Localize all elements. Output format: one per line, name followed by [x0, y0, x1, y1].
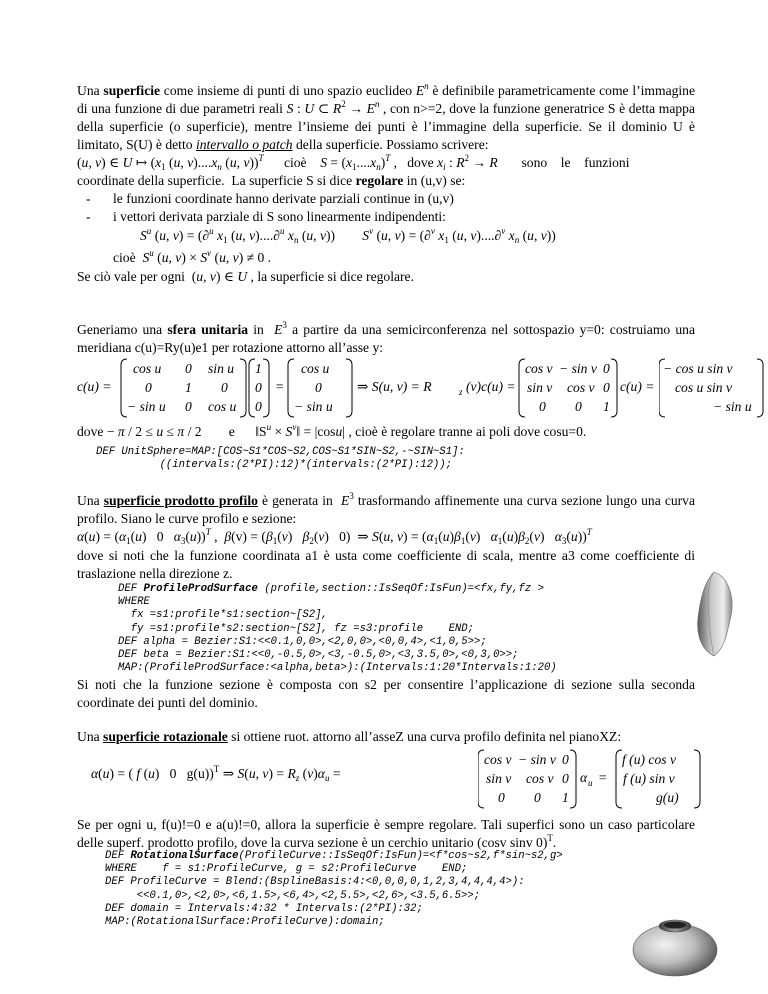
surface-intro-paragraph: Una superficie come insieme di punti di uno spazio euclideo $E^n$ è definibile parametricamente come l’immagine di una funzione di due parametri reali S : U ⊂ $R^2 \to E^n$ , con n>=2, dove la funzione generatrice S è detta mappa della superficie (o superficie), mentre l’insieme dei punti è l’immagine della superficie. Se il dominio U è limitato, S(U) è detto intervallo o patch della superficie. Possiamo scrivere: — [77, 81, 696, 152]
rotZ-0-1: − sin v — [559, 361, 597, 376]
rot-rotZ-2-0: 0 — [498, 790, 505, 805]
sphere-result-2: − sin u — [713, 399, 752, 414]
profile-paragraph: Una superficie prodotto profilo è generata in $E^3$ trasformando affinemente una curva sezione lungo una curva profilo. Siano le curve profilo e sezione: — [77, 491, 696, 526]
equals-sign-1: = — [275, 379, 285, 394]
rotational-paragraph: Una superficie rotazionale si ottiene ruot. attorno all’asseZ una curva profilo definita nel pianoXZ: — [77, 729, 622, 744]
rotZ-0-0: cos v — [525, 361, 553, 376]
surface-regular-intro: coordinate della superficie. La superficie S si dice regolare in (u,v) se: — [77, 173, 466, 188]
rot-rotZ-1-1: cos v — [526, 771, 554, 786]
sphere-implies: ⇒ S(u, v) = R — [357, 379, 432, 394]
rotZ-2-0: 0 — [539, 399, 546, 414]
cu-tail: c(u) = — [620, 379, 655, 394]
rz-subscript: z — [459, 387, 463, 397]
cu-1: 0 — [315, 380, 322, 395]
profile-code-block: DEF ProfileProdSurface (profile,section::IsSeqOf:IsFun)=<fx,fy,fz > WHERE fx =s1:profile*s1:section~[S2], fy =s1:profile*s2:section~[S2], fz =s3:profile END; DEF alpha = Bezier:S1:<<0.1,0,0>,<2,0,0>,<0,0,4>,<1,0,5>>; DEF beta = Bezier:S1:<<0,-0.5,0>,<3,-0.5,0>,<3,3.5,0>,<0,3,0>>; MAP:(ProfileProdSurface:<alpha,beta>):(Intervals:1:20*Intervals:1:20) — [118, 583, 557, 675]
alpha-u: α — [580, 770, 588, 785]
regular-condition-2: i vettori derivata parziale di S sono linearmente indipendenti: — [113, 209, 446, 224]
rot-rotZ-1-2: 0 — [562, 771, 569, 786]
cu-0: cos u — [301, 361, 330, 376]
rotY-0-1: 0 — [185, 361, 192, 376]
rotY-2-0: − sin u — [127, 399, 166, 414]
rot-result-0: f (u) cos v — [622, 752, 676, 767]
profile-formula: $\alpha(u) = (\alpha_1(u)$ 0 $\alpha_3(u))^T$ , $\beta(v) = (\beta_1(v)$ $\beta_2(v)$ 0) ⇒ S(u, $v) = (\alpha_1(u)\beta_1(v)$ $\alpha_1(u)\beta_2(v)$ $\alpha_3(u))^T$ — [77, 527, 592, 546]
rot-rotZ-0-0: cos v — [484, 752, 512, 767]
rotZ-1-2: 0 — [603, 380, 610, 395]
rot-rotZ-0-2: 0 — [562, 752, 569, 767]
rotational-rotZ-matrix — [478, 750, 576, 808]
rotY-1-1: 1 — [185, 380, 192, 395]
rotZ-1-0: sin v — [527, 380, 553, 395]
e1-1: 0 — [255, 380, 262, 395]
rotation-z-matrix — [519, 359, 617, 417]
profile-section-note: Si noti che la funzione sezione è composta con s2 per consentire l’applicazione di sezione sulla seconda coordinate dei punti del dominio. — [77, 677, 695, 710]
regular-surface-statement: Se ciò vale per ogni (u, v) ∈ U , la superficie si dice regolare. — [77, 269, 414, 284]
rotY-1-2: 0 — [221, 380, 228, 395]
profile-surface-illustration — [684, 568, 744, 660]
rot-rotZ-2-1: 0 — [534, 790, 541, 805]
partial-derivatives-formula: $S^u$ (u, v) = (∂$^u$ $x_1$ (u, v)....∂$^u$ $x_n$ (u, v)) $S^v$ (u, v) = (∂$^v$ $x_1$ (u, v)....∂$^v$ $x_n$ (u, v)) — [140, 226, 556, 245]
sphere-matrix-equation — [77, 355, 697, 419]
cross-product-condition: cioè $S^u$ (u, $v) \times S^v$ (u, v) ≠ 0 . — [113, 248, 272, 265]
sphere-result-vector — [659, 355, 765, 419]
bullet-mark-1: - — [86, 191, 91, 206]
rotational-code-block: DEF RotationalSurface(ProfileCurve::IsSeqOf:IsFun)=<f*cos~s2,f*sin~s2,g> WHERE f = s1:ProfileCurve, g = s2:ProfileCurve END; DEF ProfileCurve = Blend:(BsplineBasis:4:<0,0,0,0,1,2,3,4,4,4,4>): <<0.1,0>,<2,0>,<6,1.5>,<6,4>,<2,5.5>,<2,6>,<3.5,6.5>>; DEF domain = Intervals:4:32 * Intervals:(2*PI):32; MAP:(RotationalSurface:ProfileCurve):domain; — [105, 850, 563, 929]
rotational-note: Se per ogni u, f(u)!=0 e a(u)!=0, allora la superficie è sempre regolare. Tali superfici sono un caso particolare delle superf. prodotto profilo, dove la curva sezione è un cerchio unitario (cosv sinv 0)$^T$. — [77, 817, 695, 850]
rotZ-0-2: 0 — [603, 361, 610, 376]
rotZ-1-1: cos v — [567, 380, 595, 395]
rotZ-2-1: 0 — [575, 399, 582, 414]
rotY-0-0: cos u — [133, 361, 162, 376]
rot-result-1: f (u) sin v — [623, 771, 675, 786]
sphere-paragraph: Generiamo una sfera unitaria in $E^3$ a partire da una semicirconferenza nel sottospazio y=0: costruiamo una meridiana c(u)=Ry(u)e1 per rotazione attorno all’asse y: — [77, 320, 695, 355]
sphere-lhs: c(u) = — [77, 379, 112, 394]
rot-result-2: g(u) — [656, 790, 679, 805]
rotational-lhs: α(u) = ( f (u) 0 g(u))$^T$ ⇒ S(u, $v) = R_z$ $(v)\alpha_u$ = — [91, 764, 341, 783]
rotY-1-0: 0 — [145, 380, 152, 395]
alpha-u-subscript: u — [588, 778, 593, 788]
cu-2: − sin u — [294, 399, 333, 414]
profile-note: dove si noti che la funzione coordinata a1 è usta come coefficiente di scala, mentre a3 come coefficiente di traslazione nella direzione z. — [77, 548, 695, 581]
sphere-code-block: DEF UnitSphere=MAP:[COS~S1*COS~S2,COS~S1*SIN~S2,-~SIN~S1]: ((intervals:(2*PI):12)*(intervals:(2*PI):12)); — [96, 446, 465, 472]
rotation-y-matrix — [121, 359, 246, 417]
sphere-result-1: cos u sin v — [675, 380, 733, 395]
equals-sign-2: = — [598, 770, 608, 785]
rz-tail: (v)c(u) = — [466, 379, 516, 394]
e1-2: 0 — [255, 399, 262, 414]
e1-vector — [249, 359, 269, 417]
rotational-matrix-equation — [478, 746, 718, 810]
regular-condition-1: le funzioni coordinate hanno derivate parziali continue in (u,v) — [113, 191, 454, 206]
rotY-0-2: sin u — [208, 361, 235, 376]
e1-0: 1 — [255, 361, 262, 376]
sphere-result-0: − cos u sin v — [663, 361, 733, 376]
rotY-2-2: cos u — [208, 399, 237, 414]
rotZ-2-2: 1 — [603, 399, 610, 414]
bullet-mark-2: - — [86, 209, 91, 224]
rotational-surface-illustration — [629, 910, 721, 980]
cu-vector — [288, 359, 352, 417]
rot-rotZ-2-2: 1 — [562, 790, 569, 805]
rotational-result-vector — [616, 750, 700, 808]
surface-map-line: (u, v) ∈ U ↦ ($x_1$ (u, $v)....x_n$ (u, v))$^T$ cioè $S = (x_1....x_n)^T$ , dove $x_i$ : $R^2 \to R$ sono le funzioni — [77, 153, 630, 172]
rotY-2-1: 0 — [185, 399, 192, 414]
rot-rotZ-1-0: sin v — [486, 771, 512, 786]
rot-rotZ-0-1: − sin v — [518, 752, 556, 767]
sphere-domain-line: dove − π / 2 ≤ u ≤ π / 2 e $‖S^u$ × $S^v‖ = |\cos u|$ , cioè è regolare tranne ai poli dove cosu=0. — [77, 422, 587, 439]
